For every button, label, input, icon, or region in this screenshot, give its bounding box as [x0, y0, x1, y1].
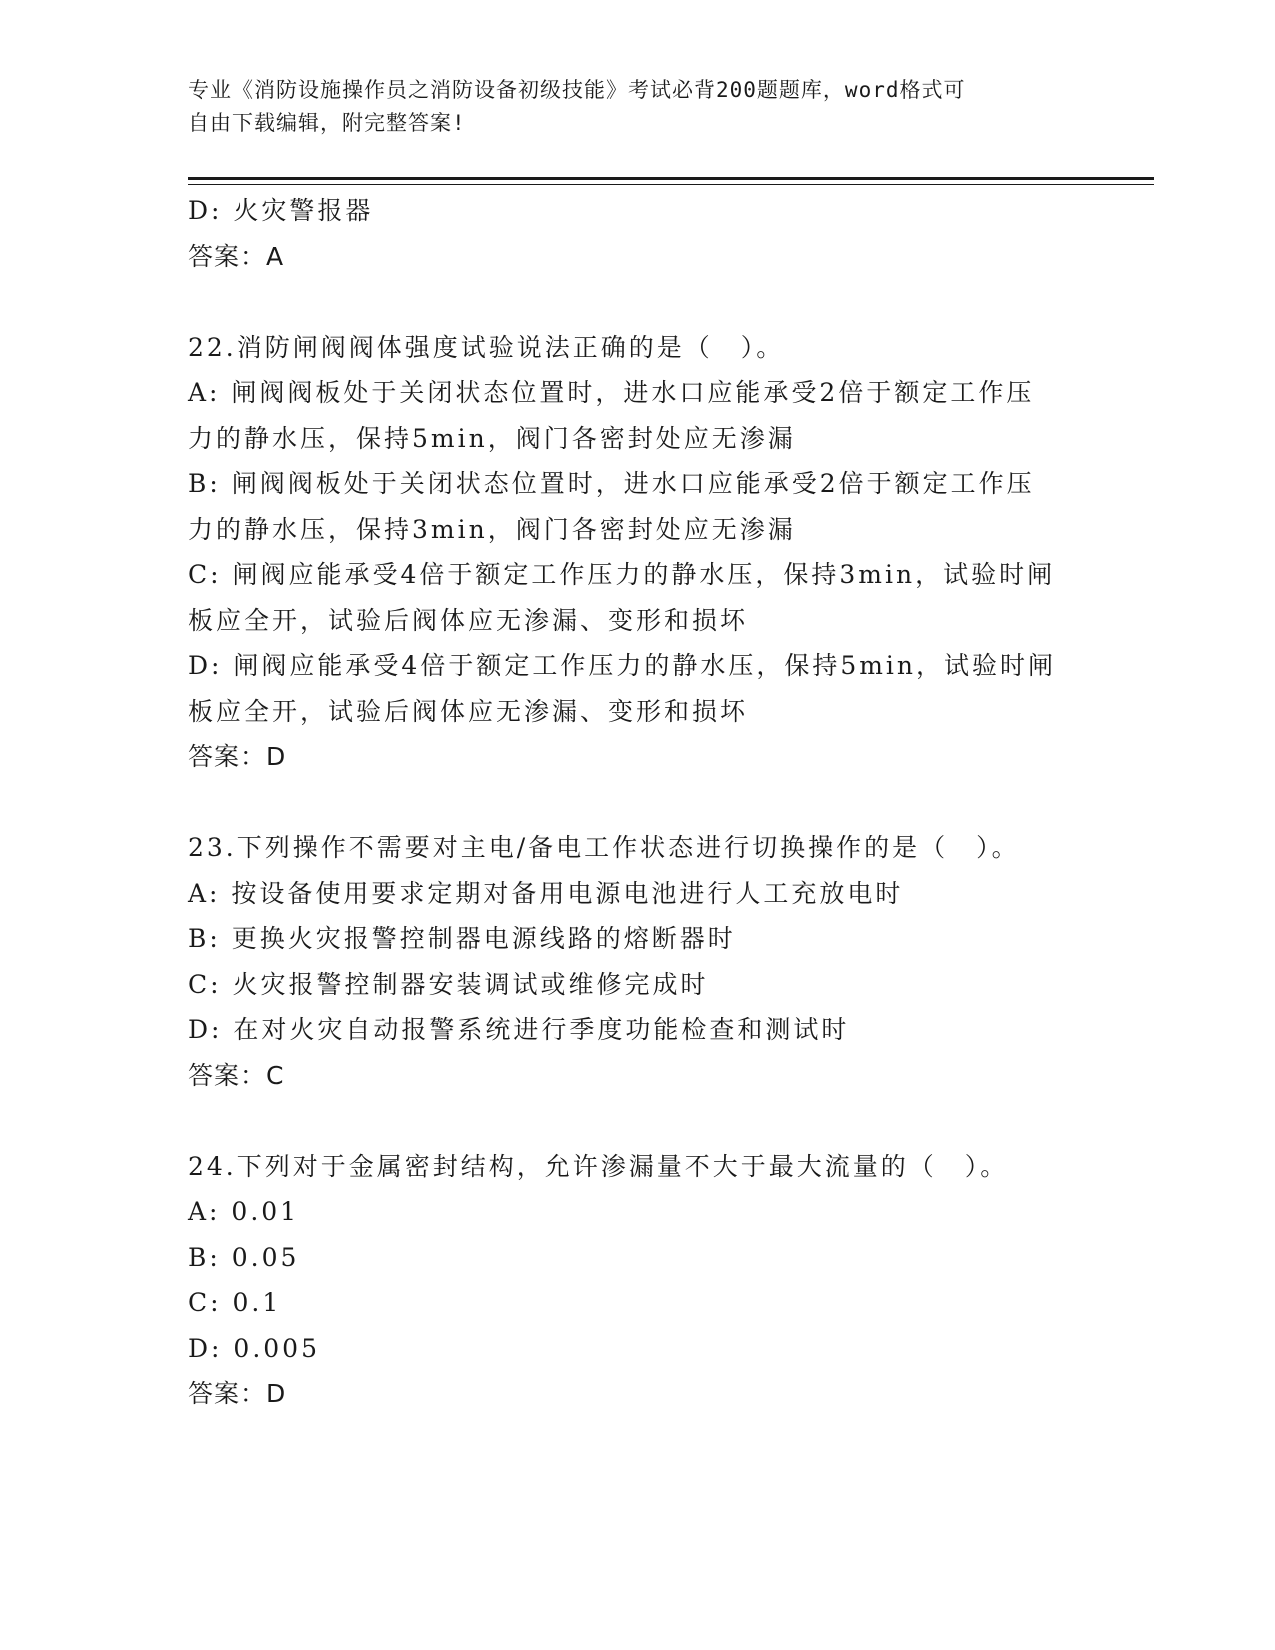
q22-option-d-line-2: 板应全开，试验后阀体应无渗漏、变形和损坏: [188, 696, 749, 726]
q23-option-a: A: 按设备使用要求定期对备用电源电池进行人工充放电时: [188, 878, 904, 908]
q24-option-b: B: 0.05: [188, 1242, 300, 1272]
q22-question: 22.消防闸阀阀体强度试验说法正确的是（ ）。: [188, 332, 785, 362]
question-gap: [188, 279, 1088, 325]
q22-option-a-line-2: 力的静水压，保持5min，阀门各密封处应无渗漏: [188, 423, 796, 453]
question-gap: [188, 1098, 1088, 1144]
q22-option-b-line-2: 力的静水压，保持3min，阀门各密封处应无渗漏: [188, 514, 796, 544]
header-line-2: 自由下载编辑，附完整答案!: [188, 111, 466, 135]
q24-question: 24.下列对于金属密封结构，允许渗漏量不大于最大流量的（ ）。: [188, 1151, 1009, 1181]
q24-option-c: C: 0.1: [188, 1288, 282, 1317]
q22-option-a-line-1: A: 闸阀阀板处于关闭状态位置时，进水口应能承受2倍于额定工作压: [188, 378, 1035, 407]
q23-answer: 答案：C: [188, 1060, 285, 1090]
q22-option-b-line-1: B: 闸阀阀板处于关闭状态位置时，进水口应能承受2倍于额定工作压: [188, 469, 1035, 498]
q21-answer: 答案：A: [188, 241, 285, 271]
q24-option-d: D: 0.005: [188, 1333, 320, 1363]
q24-option-a: A: 0.01: [188, 1197, 300, 1226]
page-header: [188, 74, 1068, 140]
q22-answer: 答案：D: [188, 742, 287, 771]
header-line-1: 专业《消防设施操作员之消防设备初级技能》考试必背200题题库，word格式可: [188, 78, 966, 102]
q21-option-d: D: 火灾警报器: [188, 196, 374, 225]
question-content: [188, 188, 1088, 1417]
header-divider-thick: [188, 177, 1154, 180]
question-gap: [188, 780, 1088, 826]
q23-option-c: C: 火灾报警控制器安装调试或维修完成时: [188, 969, 709, 999]
q22-option-d-line-1: D: 闸阀应能承受4倍于额定工作压力的静水压，保持5min，试验时闸: [188, 651, 1057, 680]
q24-answer: 答案：D: [188, 1379, 287, 1408]
q22-option-c-line-2: 板应全开，试验后阀体应无渗漏、变形和损坏: [188, 605, 749, 635]
header-divider-thin: [188, 184, 1154, 185]
q23-option-d: D: 在对火灾自动报警系统进行季度功能检查和测试时: [188, 1015, 850, 1044]
q22-option-c-line-1: C: 闸阀应能承受4倍于额定工作压力的静水压，保持3min，试验时闸: [188, 560, 1056, 589]
q23-option-b: B: 更换火灾报警控制器电源线路的熔断器时: [188, 924, 736, 953]
q23-question: 23.下列操作不需要对主电/备电工作状态进行切换操作的是（ ）。: [188, 833, 1020, 862]
